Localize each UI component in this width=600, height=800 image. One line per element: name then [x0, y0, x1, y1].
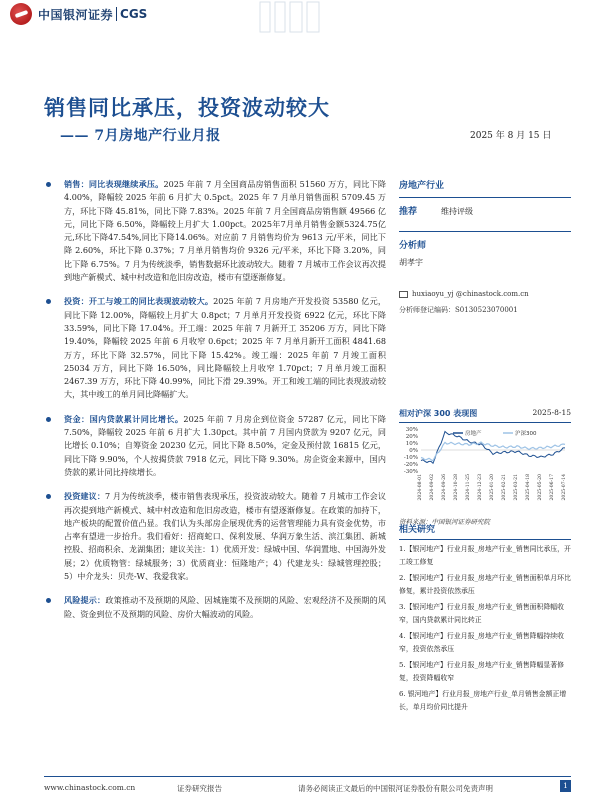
bullet-dot-icon: [46, 182, 51, 187]
bullet-sales: [44, 178, 386, 284]
header: [0, 0, 600, 28]
x-tick-label: 2025-02-21: [502, 474, 507, 501]
analyst-email-row: [399, 290, 571, 298]
sidebar: [399, 178, 571, 315]
bullet-head: 风险提示：: [64, 595, 106, 606]
related-item[interactable]: 4.【银河地产】行业月报_房地产行业_销售降幅持续收窄，投资依然承压: [399, 632, 565, 653]
bullet-head: 投资建议：: [64, 491, 106, 502]
related-item[interactable]: 2.【银河地产】行业月报_房地产行业_销售面积单月环比修复，累计投资依然承压: [399, 574, 571, 595]
series-line-hs300: [421, 442, 565, 461]
logo-text: 中国银河证券: [38, 7, 114, 22]
x-tick-label: 2025-06-17: [550, 474, 555, 501]
logo: [10, 3, 147, 25]
bullet-dot-icon: [46, 598, 51, 603]
x-tick-label: 2024-10-28: [454, 474, 459, 501]
x-tick-label: 2025-05-20: [538, 474, 543, 501]
relative-performance-chart: [399, 408, 571, 526]
page-number: 1: [560, 780, 571, 792]
related-item[interactable]: 6. 银河地产】行业月报_房地产行业_单月销售金额正增长，单月均价同比提升: [399, 690, 567, 711]
legend-label: 房地产: [465, 431, 482, 437]
related-item[interactable]: 3.【银河地产】行业月报_房地产行业_销售面积降幅收窄，国内贷款累计同比转正: [399, 603, 565, 624]
x-tick-label: 2024-12-23: [478, 474, 483, 501]
bullet-body: 2025 年前 7 月房企到位资金 57287 亿元，同比下降 7.50%，降幅较 2025 年前 6 月扩大 1.30pct。其中前 7 月国内贷款为 9207 亿元，同比增长 0.10%；自筹资金 20230 亿元，同比下降 8.50%，定金及预付款 16815 亿元，同比下降 9.90%，个人按揭贷款 7918 亿元，同比下降 9.30%。房企资金来源中，国内贷款的累计同比持续增长。: [64, 413, 386, 477]
rating-value: 维持评级: [441, 207, 473, 216]
x-tick-label: 2024-11-25: [466, 474, 471, 501]
x-tick-label: 2025-01-20: [490, 474, 495, 501]
chart-source: 资料来源：中国银河证券研究院: [399, 518, 490, 526]
watermark-icon: [255, 0, 325, 40]
x-tick-label: 2025-07-14: [562, 474, 567, 501]
bullet-body: 2025 年前 7 月全国商品房销售面积 51560 万方，同比下降 4.00%，降幅较 2025 年前 6 月扩大 0.5pct。2025 年 7 月单月销售面积 5709.45 万方，环比下降 45.81%，同比下降 7.83%。2025 年前 7 月全国商品房销售额 49566 亿元，同比下降 6.50%，降幅较上月扩大 1.00pct。2025年7月单月销售金额5324.75亿元,环比下降47.54%,同比下降14.06%。对应前 7 月销售均价为 9613 元/平米，同比下降 2.60%，环比下降 0.37%；7 月单月销售均价 9326 元/平米，环比下降 3.20%，同比下降 6.75%。7 月为传统淡季，销售数据环比波动较大。随着 7 月城市工作会议再次提到地产新模式、城中村改造和危旧房改造，楼市有望逐渐修复。: [64, 179, 386, 283]
report-title: 销售同比承压，投资波动较大: [44, 96, 330, 120]
bullet-recommendation: [44, 490, 386, 583]
bullet-body: 7 月为传统淡季，楼市销售表现承压，投资波动较大。随着 7 月城市工作会议再次提到地产新模式、城中村改造和危旧房改造，楼市有望逐渐修复。在政策的加持下，地产板块的配置价值凸显。我们认为头部房企展现优秀的运营管理能力具有资金优势，市占率有望进一步抬升。我们看好：招商蛇口、保利发展、华润万象生活、滨江集团、新城控股、招商积余、龙湖集团；建议关注：1）优质开发：绿城中国、华润置地、中国海外发展；2）优质物管：绿城服务；3）优质商业：恒隆地产；4）代建龙头：绿城管理控股；5）中介龙头：贝壳-W、我爱我家。: [64, 491, 386, 582]
x-tick-label: 2025-03-21: [514, 474, 519, 501]
y-tick-label: 30%: [405, 427, 418, 433]
analyst-name: 胡孝宇: [399, 258, 423, 267]
summary-bullets: [44, 178, 386, 632]
divider: [399, 197, 571, 198]
chart-header: [399, 408, 571, 419]
analyst-email[interactable]: huxiaoyu_yj @chinastock.com.cn: [412, 290, 529, 298]
related-research: [399, 522, 571, 714]
y-tick-label: -10%: [403, 455, 418, 461]
chart-date: 2025-8-15: [532, 408, 571, 417]
related-title: 相关研究: [399, 525, 436, 535]
divider: [399, 422, 571, 423]
bullet-dot-icon: [46, 417, 51, 422]
divider: [399, 539, 571, 540]
y-tick-label: -30%: [403, 469, 418, 475]
industry-label: 房地产行业: [399, 181, 445, 191]
galaxy-logo-icon: [10, 3, 32, 25]
logo-cgs: CGS: [116, 7, 147, 21]
x-tick-label: 2024-09-26: [442, 474, 447, 501]
analyst-registration: 分析师登记编码：S0130523070001: [399, 306, 518, 314]
chart-svg: [399, 425, 571, 511]
report-date: 2025 年 8 月 15 日: [470, 131, 552, 141]
bullet-funding: [44, 413, 386, 479]
chart-title: 相对沪深 300 表现图: [399, 409, 478, 418]
bullet-head: 销售：同比表现继续承压。: [64, 179, 164, 189]
bullet-body: 2025 年前 7 月房地产开发投资 53580 亿元，同比下降 12.00%，降幅较上月扩大 0.8pct；7 月单月开发投资 6922 亿元，环比下降 33.59%，同比下降 17.04%。开工端：2025 年前 7 月新开工 35206 万方，同比下降 19.40%，降幅较 2025 年前 6 月收窄 0.6pct；2025 年 7 月单月新开工面积 4841.68 万方，环比下降 32.57%，同比下降 15.42%。竣工端：2025 年前 7 月竣工面积 25034 万方，同比下降 16.50%，同比降幅较上月收窄 1.70pct；7 月单月竣工面积 2467.39 万方，环比下降 40.99%，同比下滑 29.39%。开工和竣工端的同比表现波动较大，其中竣工的单月同比降幅扩大。: [64, 296, 386, 400]
rating-label: 推荐: [399, 207, 418, 217]
y-tick-label: 10%: [405, 441, 418, 447]
bullet-dot-icon: [46, 299, 51, 304]
x-tick-label: 2025-04-18: [526, 474, 531, 501]
legend-label: 沪深300: [515, 431, 537, 437]
bullet-investment: [44, 295, 386, 401]
x-tick-label: 2024-09-02: [430, 474, 435, 501]
footer-divider: [44, 776, 571, 777]
footer-report-type: 证券研究报告: [177, 784, 222, 793]
mail-icon: [399, 291, 408, 298]
analyst-title: 分析师: [399, 241, 427, 251]
bullet-body: 政策推动不及预期的风险、因城施策不及预期的风险、宏观经济不及预期的风险、资金到位不及预期的风险、房价大幅波动的风险。: [64, 595, 386, 619]
footer-disclaimer: 请务必阅读正文最后的中国银河证券股份有限公司免责声明: [298, 784, 493, 793]
bullet-risk: [44, 594, 386, 621]
series-line-real-estate: [421, 432, 565, 464]
divider: [399, 231, 571, 232]
y-tick-label: 0%: [409, 448, 418, 454]
y-tick-label: 20%: [405, 434, 418, 440]
bullet-head: 投资：开工与竣工的同比表现波动较大。: [64, 296, 214, 307]
y-tick-label: -20%: [403, 462, 418, 468]
bullet-dot-icon: [46, 494, 51, 499]
x-tick-label: 2024-08-01: [418, 474, 423, 501]
related-item[interactable]: 1.【银河地产】行业月报_房地产行业_销售同比承压，开工竣工修复: [399, 545, 571, 566]
footer-website[interactable]: www.chinastock.com.cn: [44, 783, 136, 792]
rating-row: [399, 204, 571, 217]
related-item[interactable]: 5.【银河地产】行业月报_房地产行业_销售降幅显著修复，投资降幅收窄: [399, 661, 565, 682]
bullet-head: 资金：国内贷款累计同比增长。: [64, 413, 184, 424]
report-subtitle: —— 7月房地产行业月报: [60, 128, 221, 144]
